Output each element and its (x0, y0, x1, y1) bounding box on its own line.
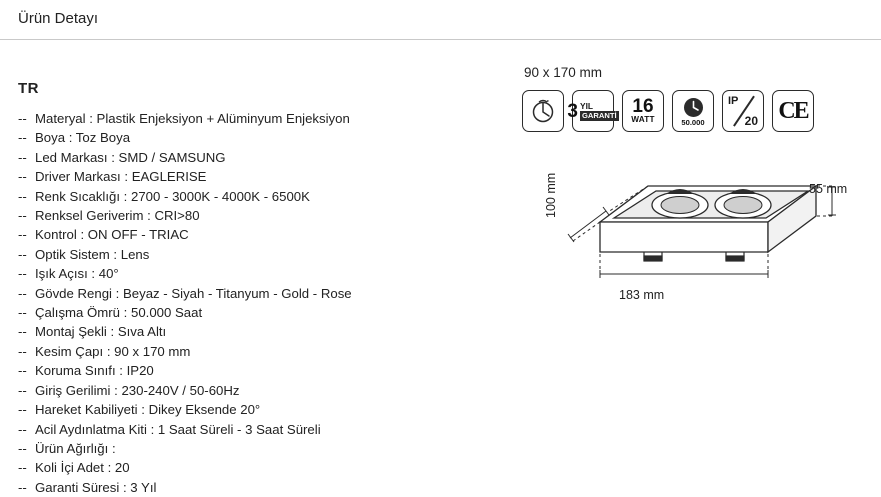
list-item (18, 245, 488, 264)
list-item (18, 148, 488, 167)
list-bullet: -- (18, 266, 27, 282)
list-item-label: Gövde Rengi : Beyaz - Siyah - Titanyum - Gold - Rose (35, 285, 352, 301)
list-item (18, 167, 488, 186)
list-item (18, 187, 488, 206)
list-item (18, 322, 488, 341)
specification-list (18, 109, 488, 497)
list-bullet: -- (18, 285, 27, 301)
language-code: TR (18, 80, 39, 97)
list-item-label: Çalışma Ömrü : 50.000 Saat (35, 305, 203, 321)
list-item-label: Ürün Ağırlığı : (35, 440, 116, 456)
list-item (18, 342, 488, 361)
header-divider (0, 39, 881, 40)
dimension-height-label: 55 mm (809, 182, 848, 196)
list-bullet: -- (18, 460, 27, 476)
list-bullet: -- (18, 382, 27, 398)
list-item-label: Kontrol : ON OFF - TRIAC (35, 227, 189, 243)
list-bullet: -- (18, 169, 27, 185)
cut-size-caption: 90 x 170 mm (524, 65, 603, 80)
specification-block (18, 80, 488, 497)
list-bullet: -- (18, 324, 27, 340)
list-bullet: -- (18, 149, 27, 165)
ip-rating-badge (722, 90, 764, 132)
list-bullet: -- (18, 479, 27, 495)
list-item-label: Kesim Çapı : 90 x 170 mm (35, 343, 191, 359)
list-item (18, 361, 488, 380)
list-item (18, 284, 488, 303)
list-item (18, 478, 488, 497)
list-bullet: -- (18, 305, 27, 321)
list-item (18, 128, 488, 147)
list-bullet: -- (18, 208, 27, 224)
list-item-label: Optik Sistem : Lens (35, 246, 150, 262)
list-bullet: -- (18, 111, 27, 126)
wattage-unit-label: WATT (631, 114, 655, 124)
list-item-label: Materyal : Plastik Enjeksiyon + Alüminyum Enjeksiyon (35, 111, 350, 126)
list-bullet: -- (18, 363, 27, 379)
list-item-label: Işık Açısı : 40° (35, 266, 119, 282)
list-item-label: Acil Aydınlatma Kiti : 1 Saat Süreli - 3 Saat Süreli (35, 421, 321, 437)
list-bullet: -- (18, 246, 27, 262)
beam-angle-icon-badge (522, 90, 564, 132)
list-item-label: Giriş Gerilimi : 230-240V / 50-60Hz (35, 382, 240, 398)
warranty-label: GARANTİ (582, 111, 617, 120)
list-bullet: -- (18, 421, 27, 437)
list-bullet: -- (18, 227, 27, 243)
product-drawing (540, 160, 870, 320)
list-item-label: Renk Sıcaklığı : 2700 - 3000K - 4000K - 6500K (35, 188, 310, 204)
warranty-unit-label: YIL (580, 100, 594, 111)
page-title: Ürün Detayı (18, 10, 99, 27)
list-item (18, 264, 488, 283)
lifetime-hours-value: 50.000 (681, 118, 705, 127)
beam-angle-icon (528, 96, 558, 126)
list-bullet: -- (18, 130, 27, 146)
ip-value: 20 (744, 114, 758, 128)
list-item-label: Hareket Kabiliyeti : Dikey Eksende 20° (35, 402, 261, 418)
ip-prefix-label: IP (728, 95, 739, 107)
list-item (18, 225, 488, 244)
list-item-label: Boya : Toz Boya (35, 130, 131, 146)
list-item (18, 303, 488, 322)
lifetime-badge (672, 90, 714, 132)
warranty-years-value: 3 (567, 100, 578, 122)
list-item-label: Renksel Geriverim : CRI>80 (35, 208, 200, 224)
list-item (18, 458, 488, 477)
wattage-value: 16 (632, 95, 654, 117)
list-item (18, 109, 488, 128)
dimension-depth-label: 100 mm (544, 172, 558, 218)
list-item-label: Koli İçi Adet : 20 (35, 460, 130, 476)
list-bullet: -- (18, 188, 27, 204)
wattage-badge (622, 90, 664, 132)
list-item (18, 381, 488, 400)
list-item (18, 400, 488, 419)
list-bullet: -- (18, 440, 27, 456)
list-item (18, 420, 488, 439)
list-item-label: Garanti Süresi : 3 Yıl (35, 479, 157, 495)
list-bullet: -- (18, 343, 27, 359)
warranty-text-stack (580, 102, 619, 121)
list-item-label: Montaj Şekli : Sıva Altı (35, 324, 167, 340)
list-item-label: Driver Markası : EAGLERISE (35, 169, 207, 185)
list-item-label: Koruma Sınıfı : IP20 (35, 363, 154, 379)
badge-row (522, 90, 814, 132)
list-item-label: Led Markası : SMD / SAMSUNG (35, 149, 226, 165)
list-item (18, 206, 488, 225)
list-item (18, 439, 488, 458)
list-bullet: -- (18, 402, 27, 418)
ce-mark-label: CE (778, 97, 808, 124)
warranty-badge (567, 90, 617, 132)
ce-badge (772, 90, 814, 132)
clock-icon (683, 97, 704, 118)
dimension-width-label: 183 mm (619, 288, 665, 302)
